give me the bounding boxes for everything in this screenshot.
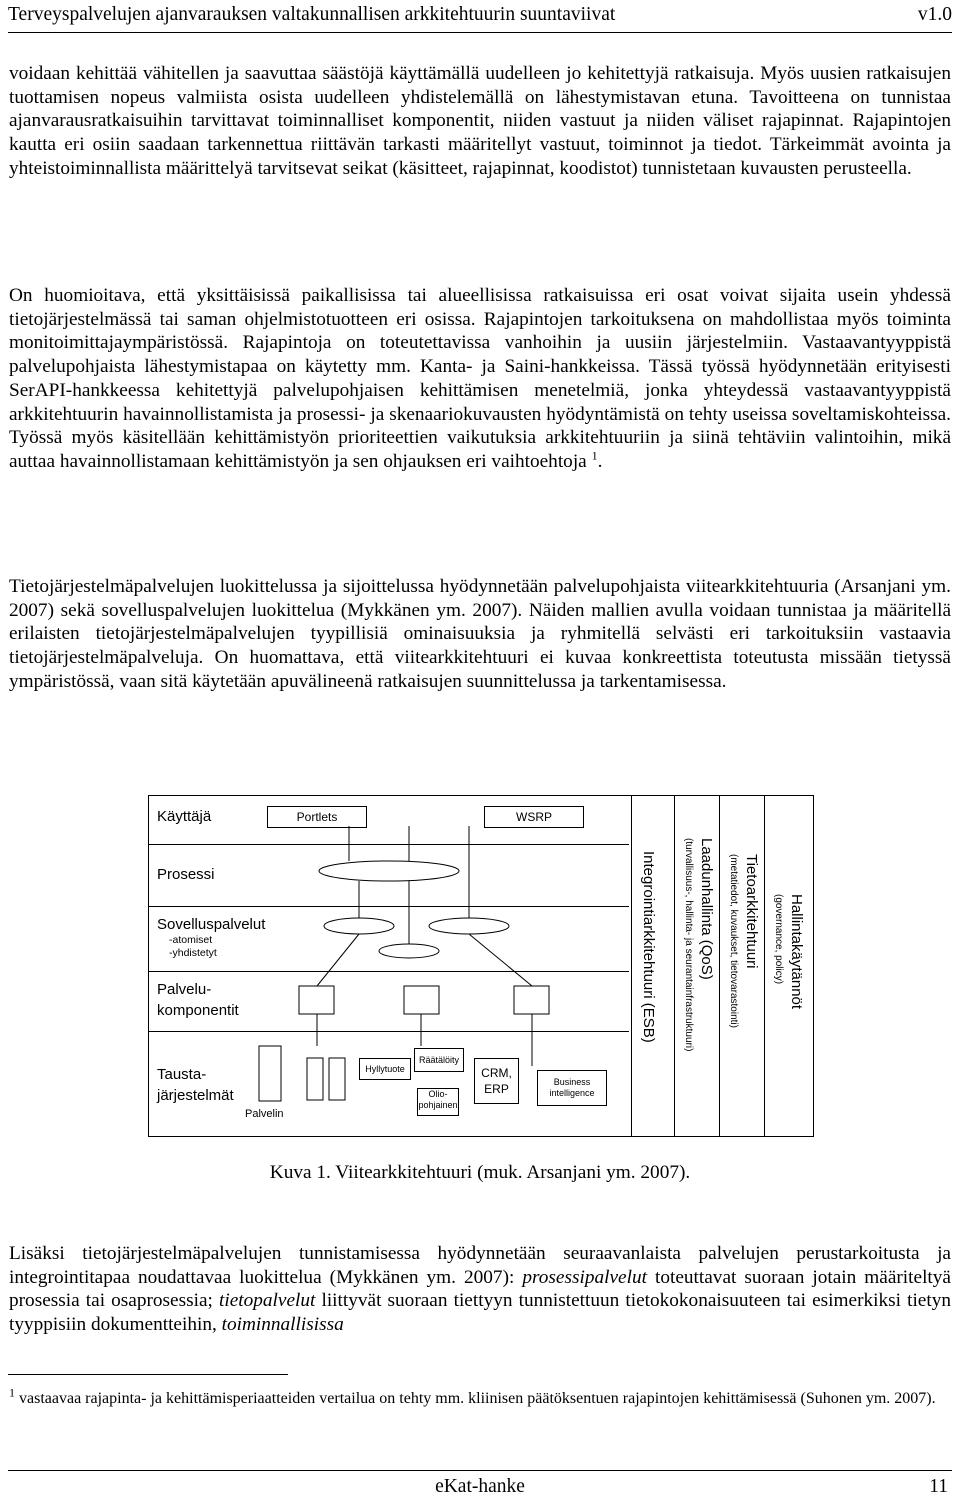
p4-text-1: Lisäksi tietojärjestelmäpalvelujen tunnistamisessa hyödynnetään seuraavanlaista palvelujen perustarkoitusta ja integrointitapaa noudattavaa luokittelua (Mykkänen ym. 2007): bbox=[9, 1243, 951, 1288]
paragraph-2 bbox=[9, 284, 951, 474]
layer-yhdistetyt: -yhdistetyt bbox=[169, 947, 217, 959]
column-esb bbox=[639, 851, 657, 1151]
layer-atomiset: -atomiset bbox=[169, 934, 213, 946]
p4-emphasis-2: tietopalvelut bbox=[218, 1290, 316, 1312]
column-divider bbox=[631, 796, 632, 1136]
column-qos-sub: (turvallisuus-, hallinta- ja seurantainfrastruktuuri) bbox=[683, 838, 694, 1052]
p4-text-3: liittyvät suoraan tiettyyn tunnistettuun tietokokonaisuuteen tai esimerkiksi tietyn tyyppisiin dokumentteihin, bbox=[9, 1290, 951, 1336]
column-esb-title: Integrointiarkkitehtuuri (ESB) bbox=[640, 851, 657, 1043]
server-icon bbox=[259, 1046, 281, 1101]
page-number: 11 bbox=[929, 1476, 948, 1497]
raataloity-box: Räätälöity bbox=[414, 1048, 464, 1072]
server-icon bbox=[307, 1058, 323, 1100]
bi-line-2: intelligence bbox=[549, 1088, 595, 1098]
column-qos-title: Laadunhallinta (QoS) bbox=[698, 838, 715, 980]
hyllytuote-box: Hyllytuote bbox=[359, 1058, 411, 1080]
layer-sovelluspalvelut: Sovelluspalvelut bbox=[157, 916, 266, 933]
footnote-text: vastaavaa rajapinta- ja kehittämisperiaatteiden vertailua on tehty mm. kliinisen päätöksentuen rajapintojen kehittämisessä (Suhonen ym. 2007). bbox=[15, 1390, 936, 1407]
service-ellipse bbox=[379, 944, 439, 958]
layer-kayttaja: Käyttäjä bbox=[157, 808, 212, 825]
paragraph-2-end: . bbox=[597, 450, 603, 472]
crm-line-1: CRM, bbox=[481, 1066, 512, 1080]
olio-line-2: pohjainen bbox=[418, 1100, 458, 1110]
footer-separator bbox=[8, 1470, 952, 1471]
header-title: Terveyspalvelujen ajanvarauksen valtakunnallisen arkkitehtuurin suuntaviivat bbox=[8, 4, 616, 25]
component-box bbox=[404, 986, 439, 1014]
olio-line-1: Olio- bbox=[428, 1089, 448, 1099]
crm-line-2: ERP bbox=[484, 1082, 509, 1096]
layer-prosessi: Prosessi bbox=[157, 866, 215, 883]
page-header bbox=[8, 4, 952, 33]
column-tieto bbox=[724, 854, 760, 1154]
component-box bbox=[514, 986, 549, 1014]
footer-project: eKat-hanke bbox=[435, 1476, 525, 1497]
paragraph-3: Tietojärjestelmäpalvelujen luokittelussa ja sijoittelussa hyödynnetään palvelupohjaista viitearkkitehtuuria (Arsanjani ym. 2007) sekä sovelluspalvelujen luokittelua (Mykkänen ym. 2007). Näiden mallien avulla voidaan tunnistaa ja määritellä erilaisten tietojärjestelmäpalvelujen tyypillisiä ominaisuuksia ja ryhmitellä selvästi eri tarkoituksiin vastaavia tietojärjestelmäpalveluja. On huomattava, että viitearkkitehtuuri ei kuvaa konkreettista toteutusta missään tietyssä ympäristössä, vaan sitä käytetään apuvälineenä ratkaisujen suunnittelussa ja tarkentamisessa. bbox=[9, 576, 951, 692]
palvelin-label: Palvelin bbox=[245, 1108, 284, 1120]
p4-emphasis-3: toiminnallisissa bbox=[221, 1314, 344, 1336]
oliopohjainen-box bbox=[417, 1088, 459, 1116]
service-ellipse bbox=[324, 918, 394, 934]
footnote-separator bbox=[8, 1374, 288, 1375]
layer-komponentit: komponentit bbox=[157, 1002, 239, 1019]
header-version: v1.0 bbox=[917, 4, 952, 25]
paragraph-4 bbox=[9, 1242, 951, 1337]
footnote-number: 1 bbox=[9, 1385, 15, 1400]
column-qos bbox=[679, 838, 715, 1138]
portlets-box: Portlets bbox=[267, 806, 367, 828]
business-intelligence-box bbox=[537, 1070, 607, 1106]
column-tieto-sub: (metatiedot, kuvaukset, tietovarastointi) bbox=[728, 854, 739, 1028]
column-hallinta bbox=[769, 894, 805, 1194]
wsrp-box: WSRP bbox=[484, 806, 584, 828]
page-footer bbox=[8, 1476, 952, 1500]
column-divider bbox=[674, 796, 675, 1136]
paragraph-2-text: On huomioitava, että yksittäisissä paikallisissa tai alueellisissa ratkaisuissa eri osat voivat sijaita usein yhdessä tietojärjestelmässä tai saman ohjelmistotuotteen eri osissa. Rajapintojen tarkoituksena on mahdollistaa myös toiminta monitoimittajaympäristössä. Rajapintoja on toteutettavissa vanhoihin ja uusiin järjestelmiin. Vastaavantyyppistä palvelupohjaista lähestymistapaa on käytetty mm. Kanta- ja Saini-hankkeissa. Tässä työssä hyödynnetään erityisesti SerAPI-hankkeessa kehitettyjä palvelupohjaisen kehittämisen menetelmiä, jonka yhteydessä vastaavantyyppistä arkkitehtuurin havainnollistamista ja prosessi- ja skenaariokuvausten hyödyntämistä on tehty useissa soveltamiskohteissa. Työssä myös käsitellään kehittämistyön prioriteettien vaikutuksia arkkitehtuuriin ja siinä tehtäviin valintoihin, mikä auttaa havainnollistamaan kehittämistyön ja sen ohjauksen eri vaihtoehtoja bbox=[9, 285, 951, 472]
layer-palvelu: Palvelu- bbox=[157, 981, 212, 998]
figure-caption: Kuva 1. Viitearkkitehtuuri (muk. Arsanjani ym. 2007). bbox=[269, 1162, 691, 1183]
column-divider bbox=[764, 796, 765, 1136]
paragraph-1: voidaan kehittää vähitellen ja saavuttaa säästöjä käyttämällä uudelleen jo kehitettyjä ratkaisuja. Myös uusien ratkaisujen tuottamisen nopeus valmiista osista uudelleen yhdistelemällä on lähestymistavan etuna. Tavoitteena on tunnistaa ajanvarausratkaisuihin tarvittavat toiminnalliset komponentit, niiden vastuut ja niiden väliset rajapinnat. Rajapintojen kautta eri osiin saadaan tarkennettua riittävän tarkasti määritellyt vastuut, toiminnot ja tiedot. Tärkeimmät avointa ja yhteistoiminnallista määrittelyä tarvitsevat seikat (käsitteet, rajapinnat, koodistot) tunnistetaan kuvausten perusteella. bbox=[9, 63, 951, 179]
column-divider bbox=[719, 796, 720, 1136]
layer-jarjestelmat: järjestelmät bbox=[157, 1087, 234, 1104]
bi-line-1: Business bbox=[553, 1077, 591, 1087]
column-hallinta-title: Hallintakäytännöt bbox=[788, 894, 805, 1010]
process-ellipse bbox=[319, 861, 459, 881]
service-ellipse bbox=[429, 918, 509, 934]
server-icon bbox=[329, 1058, 345, 1100]
component-box bbox=[299, 986, 334, 1014]
p4-text-2: toteuttavat suoraan jotain määriteltyä prosessia tai osaprosessia; bbox=[9, 1266, 951, 1312]
layer-tausta: Tausta- bbox=[157, 1066, 207, 1083]
crm-erp-box bbox=[474, 1058, 519, 1104]
footnote-ref[interactable]: 1 bbox=[591, 448, 598, 463]
reference-architecture-figure bbox=[148, 795, 814, 1137]
footnote bbox=[9, 1385, 951, 1409]
p4-emphasis-1: prosessipalvelut bbox=[522, 1266, 647, 1288]
column-tieto-title: Tietoarkkitehtuuri bbox=[743, 854, 760, 969]
column-hallinta-sub: (governance, policy) bbox=[773, 894, 784, 985]
